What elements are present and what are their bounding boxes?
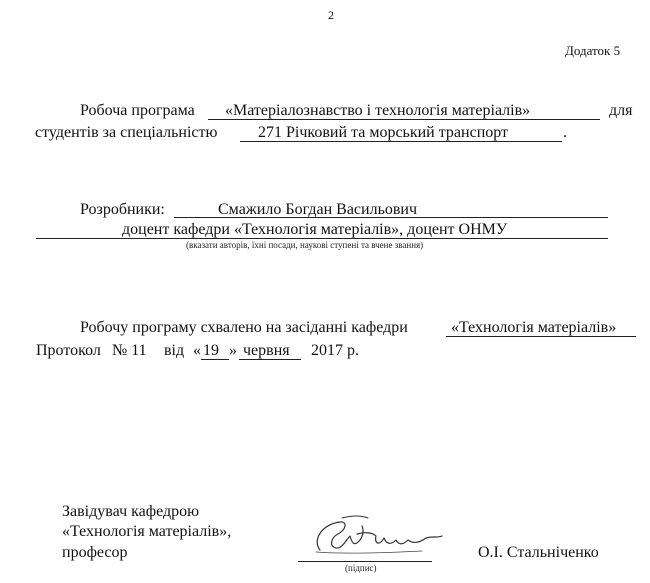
signature-hint: (підпис)	[345, 563, 377, 573]
signer-name: О.І. Стальніченко	[478, 544, 599, 561]
handwritten-signature	[302, 510, 452, 560]
approval-text: Робочу програму схвалено на засіданні кафедри	[80, 319, 408, 336]
developer-position: доцент кафедри «Технологія матеріалів», доцент ОНМУ	[122, 221, 508, 238]
students-label: студентів за спеціальністю	[35, 124, 218, 141]
protocol-label: Протокол	[36, 342, 101, 359]
protocol-year: 2017 р.	[311, 342, 359, 359]
specialty-name: 271 Річковий та морський транспорт	[258, 124, 509, 141]
head-title-line3: професор	[62, 544, 128, 561]
date-open: «	[193, 342, 201, 359]
discipline-name: «Матеріалознавство і технологія матеріалів»	[225, 102, 531, 119]
head-title-line2: «Технологія матеріалів»,	[62, 523, 232, 540]
head-title-line1: Завідувач кафедрою	[62, 503, 200, 520]
developers-label: Розробники:	[80, 201, 165, 218]
protocol-day: 19	[203, 342, 219, 359]
program-label: Робоча програма	[80, 102, 195, 119]
approval-department: «Технологія матеріалів»	[451, 319, 617, 336]
date-close: »	[229, 342, 237, 359]
page-number: 2	[328, 8, 334, 22]
protocol-from: від	[164, 342, 185, 359]
developer-hint: (вказати авторів, їхні посади, наукові ступені та вчене звання)	[186, 240, 424, 250]
developer-name: Смажило Богдан Васильович	[218, 201, 418, 218]
signature-underline	[298, 561, 432, 562]
protocol-month: червня	[243, 342, 290, 359]
protocol-number: № 11	[112, 342, 147, 359]
for-label: для	[609, 102, 633, 119]
appendix-label: Додаток 5	[565, 43, 621, 58]
specialty-end: .	[563, 124, 567, 141]
